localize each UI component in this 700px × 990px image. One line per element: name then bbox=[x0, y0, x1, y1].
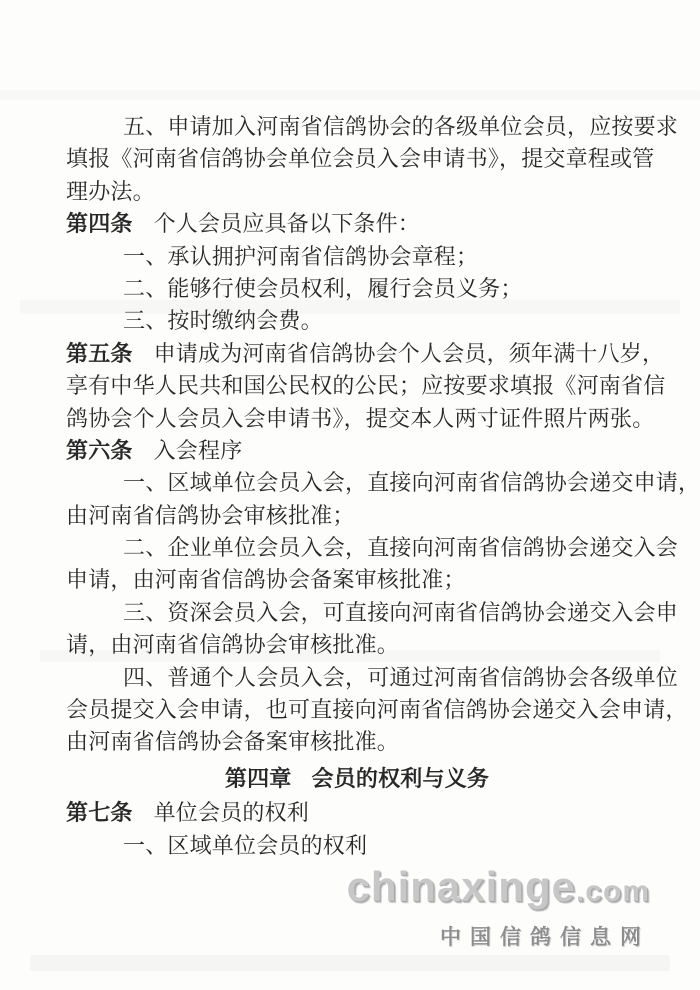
scan-artifact bbox=[0, 90, 700, 100]
doc-line bbox=[66, 143, 655, 175]
doc-line bbox=[66, 241, 648, 273]
doc-line bbox=[66, 564, 648, 596]
watermark-site-tld: .com bbox=[575, 875, 650, 908]
doc-line-text: 二、企业单位会员入会，直接向河南省信鸽协会递交入会 bbox=[123, 535, 679, 561]
watermark-caption: 中国信鸽信息网 bbox=[440, 926, 650, 949]
doc-line-article-5 bbox=[66, 338, 665, 370]
clause-label: 第六条 bbox=[66, 437, 133, 463]
doc-line bbox=[66, 176, 648, 208]
doc-line-text: 四、普通个人会员入会，可通过河南省信鸽协会各级单位 bbox=[123, 664, 679, 690]
watermark-site-name: chinaxinge bbox=[346, 863, 576, 910]
doc-line-article-6 bbox=[66, 435, 648, 467]
doc-line bbox=[66, 662, 679, 694]
doc-line-article-7 bbox=[66, 797, 648, 829]
chapter-title-text: 会员的权利与义务 bbox=[311, 765, 490, 791]
doc-line-text: 鸽协会个人会员入会申请书》，提交本人两寸证件照片两张。 bbox=[66, 405, 655, 431]
doc-line bbox=[66, 403, 655, 435]
doc-line-text: 一、区域单位会员的权利 bbox=[123, 832, 368, 858]
doc-line bbox=[66, 532, 679, 564]
doc-line-text: 填报《河南省信鸽协会单位会员入会申请书》，提交章程或管 bbox=[66, 146, 655, 172]
doc-line-text: 申请，由河南省信鸽协会备案审核批准； bbox=[66, 567, 466, 593]
doc-line-text: 由河南省信鸽协会审核批准； bbox=[66, 502, 355, 528]
doc-line bbox=[66, 370, 666, 402]
doc-line bbox=[66, 305, 648, 337]
doc-line-text: 二、能够行使会员权利，履行会员义务； bbox=[123, 275, 523, 301]
doc-line-text: 一、承认拥护河南省信鸽协会章程； bbox=[123, 243, 479, 269]
doc-line-text: 一、区域单位会员入会，直接向河南省信鸽协会递交申请， bbox=[123, 470, 700, 496]
doc-line-text: 申请成为河南省信鸽协会个人会员，须年满十八岁， bbox=[153, 340, 665, 366]
clause-label: 第七条 bbox=[66, 800, 133, 826]
doc-line bbox=[66, 467, 700, 499]
doc-line-text: 三、资深会员入会，可直接向河南省信鸽协会递交入会申 bbox=[123, 599, 679, 625]
doc-line bbox=[66, 726, 648, 758]
doc-line bbox=[66, 111, 679, 143]
chapter-label: 第四章 bbox=[224, 765, 292, 791]
doc-line-text: 由河南省信鸽协会备案审核批准。 bbox=[66, 729, 400, 755]
doc-line bbox=[66, 830, 648, 862]
document-text-block bbox=[66, 111, 700, 862]
clause-label: 第四条 bbox=[66, 211, 133, 237]
doc-line-text: 个人会员应具备以下条件： bbox=[153, 211, 421, 237]
doc-line bbox=[66, 694, 688, 726]
chinaxinge-watermark bbox=[346, 863, 650, 951]
doc-line bbox=[66, 597, 679, 629]
doc-line bbox=[66, 500, 648, 532]
doc-line-text: 五、申请加入河南省信鸽协会的各级单位会员，应按要求 bbox=[123, 114, 679, 139]
watermark-wordmark bbox=[346, 863, 650, 918]
doc-line-article-4 bbox=[66, 208, 648, 240]
doc-line-text: 享有中华人民共和国公民权的公民；应按要求填报《河南省信 bbox=[66, 373, 666, 399]
doc-line-text: 理办法。 bbox=[66, 178, 155, 204]
chapter-4-heading bbox=[66, 763, 648, 795]
scan-artifact bbox=[30, 955, 670, 971]
doc-line-text: 请，由河南省信鸽协会审核批准。 bbox=[66, 632, 400, 658]
doc-line-text: 单位会员的权利 bbox=[153, 800, 310, 826]
doc-line-text: 三、按时缴纳会费。 bbox=[123, 308, 323, 334]
doc-line-text: 入会程序 bbox=[153, 437, 243, 463]
clause-label: 第五条 bbox=[66, 340, 133, 366]
doc-line-text: 会员提交入会申请，也可直接向河南省信鸽协会递交入会申请， bbox=[66, 697, 688, 723]
doc-line bbox=[66, 273, 648, 305]
doc-line bbox=[66, 629, 648, 661]
